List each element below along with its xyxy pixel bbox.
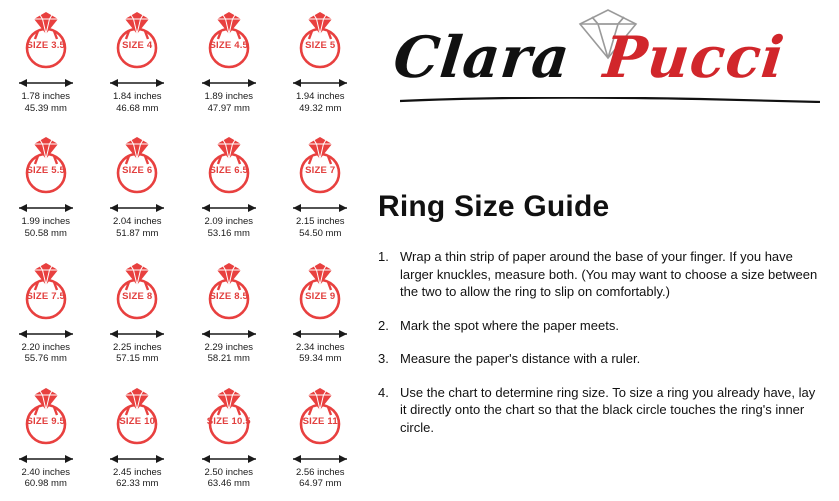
diameter-arrow <box>100 77 174 89</box>
ring-illustration <box>9 2 83 76</box>
diameter-arrow <box>9 202 83 214</box>
diameter-arrow <box>283 202 357 214</box>
ring-size-label: SIZE 9.5 <box>26 415 66 427</box>
ring-mm: 50.58 mm <box>24 227 67 239</box>
ring-illustration <box>192 2 266 76</box>
ring-illustration <box>100 127 174 201</box>
diameter-arrow <box>192 453 266 465</box>
ring-mm: 49.32 mm <box>299 102 342 114</box>
diameter-arrow <box>283 453 357 465</box>
ring-size-label: SIZE 7 <box>305 165 336 177</box>
ring-measurements <box>204 467 253 490</box>
diameter-arrow <box>100 328 174 340</box>
step-number: 1. <box>378 249 389 264</box>
brand-name-second: Pucci <box>600 24 788 91</box>
ring-illustration <box>100 378 174 452</box>
ring-measurements <box>296 467 345 490</box>
diameter-arrow <box>283 77 357 89</box>
guide-steps <box>378 248 823 452</box>
ring-mm: 53.16 mm <box>207 227 250 239</box>
step-number: 4. <box>378 384 389 400</box>
ring-inches: 1.84 inches <box>112 91 162 102</box>
ring-illustration <box>283 2 357 76</box>
ring-size-cell <box>92 376 184 501</box>
ring-size-label: SIZE 10 <box>119 415 156 427</box>
ring-size-cell <box>92 125 184 250</box>
ring-measurements <box>21 467 70 490</box>
ring-illustration <box>9 378 83 452</box>
diameter-arrow <box>9 328 83 340</box>
diameter-arrow <box>9 77 83 89</box>
ring-illustration <box>283 378 357 452</box>
ring-inches: 2.09 inches <box>204 216 254 228</box>
ring-size-cell <box>183 376 275 501</box>
ring-mm: 57.15 mm <box>116 353 159 364</box>
ring-size-label: SIZE 5 <box>305 40 336 51</box>
ring-size-label: SIZE 6 <box>122 165 153 177</box>
ring-illustration <box>283 253 357 327</box>
ring-mm: 62.33 mm <box>116 478 159 490</box>
ring-measurements <box>204 91 253 114</box>
ring-mm: 60.98 mm <box>24 478 67 490</box>
ring-mm: 55.76 mm <box>24 353 67 364</box>
ring-size-cell <box>183 251 275 376</box>
ring-mm: 51.87 mm <box>116 227 159 239</box>
ring-size-label: SIZE 4 <box>122 40 153 51</box>
ring-size-label: SIZE 11 <box>302 415 338 427</box>
ring-inches: 1.78 inches <box>21 91 71 102</box>
ring-measurements <box>21 216 70 239</box>
ring-size-label: SIZE 5.5 <box>26 165 66 177</box>
ring-inches: 1.94 inches <box>295 91 345 102</box>
diameter-arrow <box>192 77 266 89</box>
ring-inches: 2.29 inches <box>204 341 254 353</box>
diameter-arrow <box>283 328 357 340</box>
diameter-arrow <box>100 202 174 214</box>
ring-size-label: SIZE 8.5 <box>209 290 249 302</box>
ring-size-label: SIZE 10.5 <box>206 415 251 427</box>
ring-illustration <box>9 127 83 201</box>
step-text: Wrap a thin strip of paper around the base of your finger. If you have larger knuckles, measure both. (You may want to choose a size between the two to allow the ring to slip on comfortably.) <box>400 249 818 299</box>
ring-mm: 46.68 mm <box>116 102 159 114</box>
ring-inches: 2.56 inches <box>295 466 345 478</box>
ring-size-chart <box>0 0 366 501</box>
ring-size-cell <box>183 125 275 250</box>
ring-measurements <box>21 342 70 365</box>
step-text: Mark the spot where the paper meets. <box>400 317 619 333</box>
logo-underline <box>400 90 820 93</box>
guide-panel <box>366 0 839 501</box>
ring-size-cell <box>275 0 367 125</box>
ring-inches: 2.04 inches <box>112 216 162 228</box>
step-number: 2. <box>378 317 389 333</box>
ring-illustration <box>192 127 266 201</box>
ring-measurements <box>113 467 162 490</box>
ring-inches: 2.40 inches <box>21 466 71 478</box>
ring-size-label: SIZE 3.5 <box>26 40 66 51</box>
ring-inches: 2.20 inches <box>21 341 71 353</box>
step-text: Use the chart to determine ring size. To size a ring you already have, lay it directly onto the chart so that the black circle touches the ring's inner circle. <box>400 384 816 435</box>
ring-mm: 45.39 mm <box>24 102 67 114</box>
ring-mm: 63.46 mm <box>207 478 250 490</box>
ring-size-cell <box>275 376 367 501</box>
step-text: Measure the paper's distance with a ruler. <box>400 351 641 366</box>
ring-inches: 2.50 inches <box>204 466 254 478</box>
step-number: 3. <box>378 351 389 366</box>
ring-measurements <box>296 216 345 239</box>
ring-inches: 2.15 inches <box>295 216 345 228</box>
ring-measurements <box>296 91 345 114</box>
diameter-arrow <box>100 453 174 465</box>
guide-step <box>378 384 823 437</box>
ring-illustration <box>100 2 174 76</box>
diameter-arrow <box>9 453 83 465</box>
brand-logo <box>376 2 836 107</box>
ring-illustration <box>283 127 357 201</box>
ring-mm: 64.97 mm <box>299 478 342 490</box>
ring-size-cell <box>275 125 367 250</box>
ring-illustration <box>192 253 266 327</box>
guide-step <box>378 248 823 301</box>
ring-illustration <box>192 378 266 452</box>
ring-size-cell <box>0 376 92 501</box>
ring-size-label: SIZE 6.5 <box>209 165 249 177</box>
ring-measurements <box>204 216 253 239</box>
diameter-arrow <box>192 328 266 340</box>
ring-inches: 2.25 inches <box>112 341 162 353</box>
ring-measurements <box>204 342 253 365</box>
ring-measurements <box>113 91 162 114</box>
ring-size-cell <box>183 0 275 125</box>
ring-mm: 59.34 mm <box>299 353 342 364</box>
ring-illustration <box>9 253 83 327</box>
ring-measurements <box>113 342 162 365</box>
ring-illustration <box>100 253 174 327</box>
brand-name-first: Clara <box>390 24 574 91</box>
ring-size-cell <box>275 251 367 376</box>
ring-size-label: SIZE 4.5 <box>209 40 249 51</box>
ring-inches: 2.34 inches <box>295 341 345 353</box>
ring-mm: 58.21 mm <box>207 353 250 364</box>
guide-step <box>378 317 823 335</box>
ring-measurements <box>21 91 70 114</box>
guide-step <box>378 350 823 368</box>
ring-size-cell <box>0 251 92 376</box>
ring-mm: 47.97 mm <box>207 102 250 114</box>
ring-size-cell <box>0 0 92 125</box>
ring-measurements <box>113 216 162 239</box>
ring-size-cell <box>92 251 184 376</box>
ring-size-label: SIZE 9 <box>305 290 336 302</box>
diameter-arrow <box>192 202 266 214</box>
ring-size-label: SIZE 8 <box>122 290 153 302</box>
ring-inches: 1.99 inches <box>21 216 71 228</box>
ring-inches: 2.45 inches <box>112 466 162 478</box>
ring-mm: 54.50 mm <box>299 227 342 239</box>
ring-size-cell <box>92 0 184 125</box>
page-title: Ring Size Guide <box>378 190 610 223</box>
ring-measurements <box>296 342 345 365</box>
ring-inches: 1.89 inches <box>204 91 254 102</box>
ring-size-cell <box>0 125 92 250</box>
ring-size-label: SIZE 7.5 <box>26 290 66 302</box>
